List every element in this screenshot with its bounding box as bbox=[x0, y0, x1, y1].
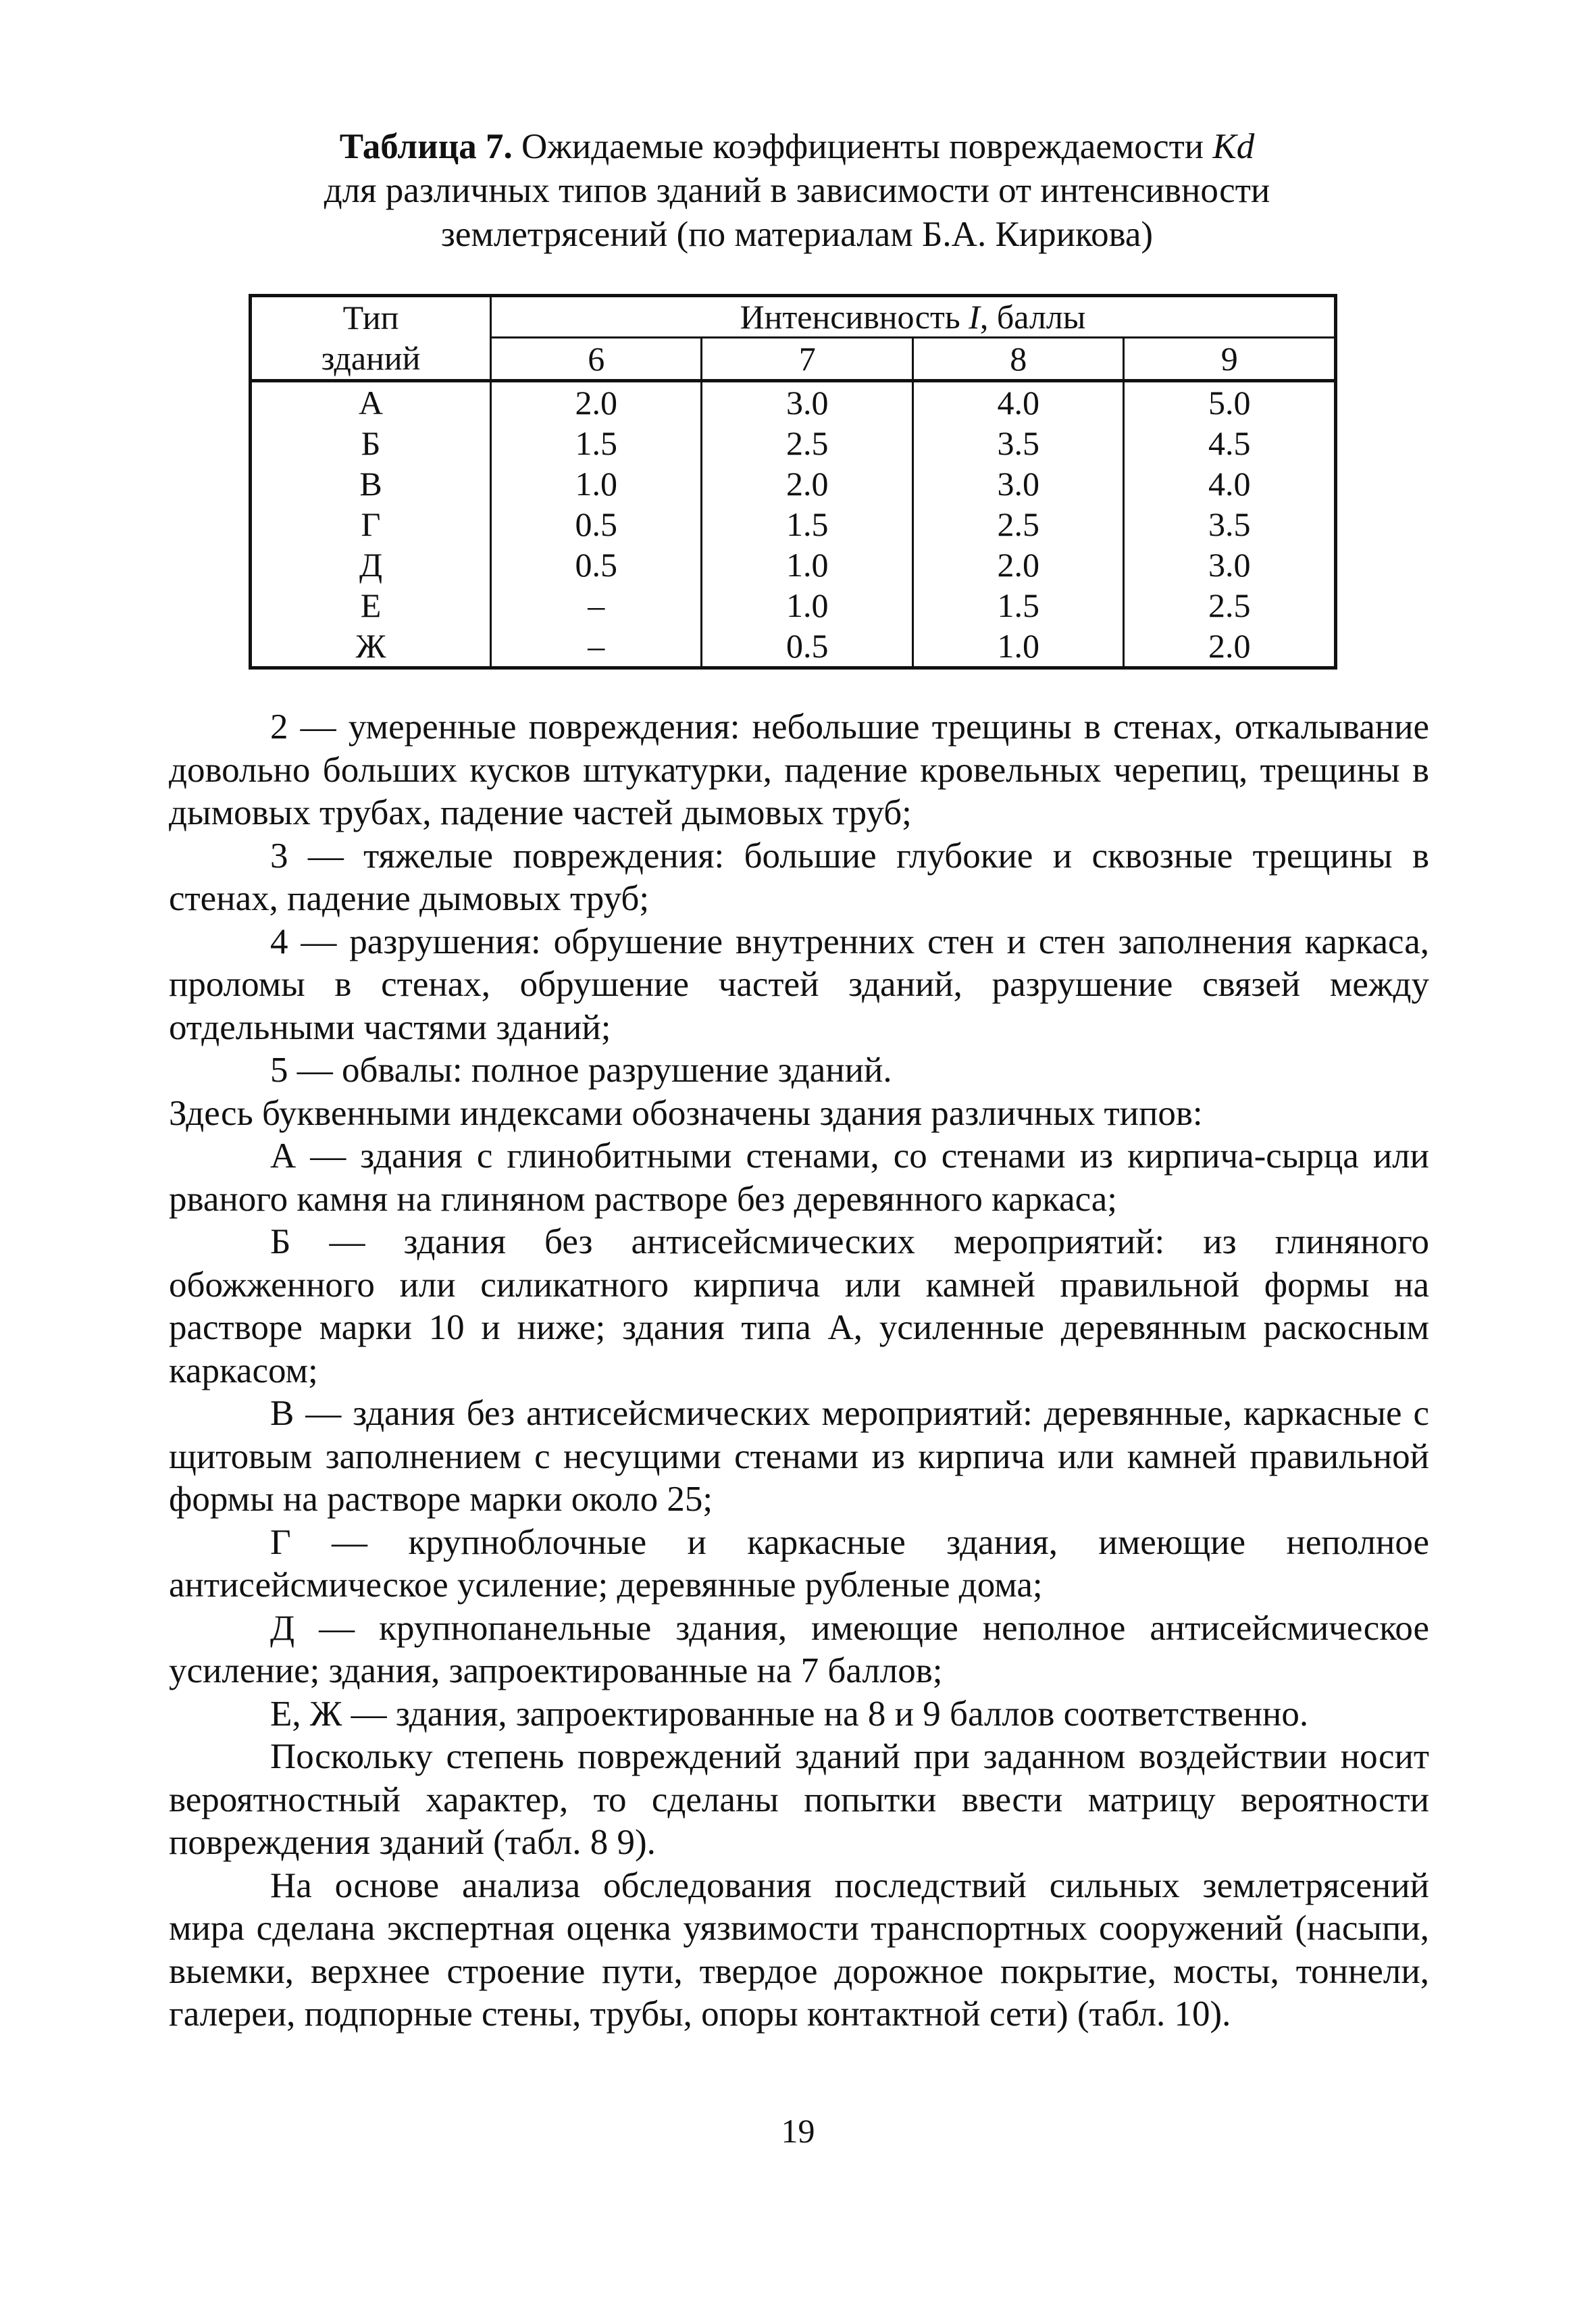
intensity-symbol: I bbox=[969, 298, 980, 336]
table-row bbox=[251, 585, 1336, 626]
building-type-cell: А bbox=[251, 381, 491, 424]
paragraph: 2 — умеренные повреждения: небольшие трещины в стенах, откалывание довольно больших кусков штукатурки, падение кровельных черепиц, трещины в дымовых трубах, падение частей дымовых труб; bbox=[169, 707, 1429, 832]
type-header-line-2: зданий bbox=[251, 338, 491, 381]
coefficient-cell: 3.5 bbox=[912, 423, 1124, 463]
coefficient-cell: 5.0 bbox=[1124, 381, 1336, 424]
table-row bbox=[251, 463, 1336, 504]
column-header: 6 bbox=[490, 338, 702, 381]
coefficient-cell: 1.0 bbox=[490, 463, 702, 504]
intensity-prefix: Интенсивность bbox=[740, 298, 960, 336]
page-number: 19 bbox=[781, 2112, 815, 2150]
coefficient-cell: 2.0 bbox=[912, 545, 1124, 585]
coefficient-cell: 2.5 bbox=[912, 504, 1124, 545]
caption-label: Таблица 7. bbox=[339, 127, 513, 166]
building-type-cell: В bbox=[251, 463, 491, 504]
coefficient-cell: 1.0 bbox=[702, 585, 913, 626]
building-type-cell: Ж bbox=[251, 626, 491, 668]
caption-line-3: землетрясений (по материалам Б.А. Кирикова) bbox=[440, 215, 1154, 254]
caption-symbol: Kd bbox=[1212, 127, 1255, 166]
caption-line-2: для различных типов зданий в зависимости от интенсивности bbox=[324, 171, 1270, 210]
coefficient-cell: 0.5 bbox=[490, 504, 702, 545]
coefficient-cell: 3.0 bbox=[702, 381, 913, 424]
paragraph: Г — крупноблочные и каркасные здания, имеющие неполное антисейсмическое усиление; деревянные рубленые дома; bbox=[169, 1522, 1429, 1605]
paragraph: 4 — разрушения: обрушение внутренних стен и стен заполнения каркаса, проломы в стенах, обрушение частей зданий, разрушение связей между отдельными частями зданий; bbox=[169, 922, 1429, 1047]
coefficient-cell: 0.5 bbox=[702, 626, 913, 668]
body-text bbox=[169, 706, 1429, 2036]
table-row bbox=[251, 423, 1336, 463]
coefficient-cell: 4.5 bbox=[1124, 423, 1336, 463]
coefficient-cell: 3.0 bbox=[912, 463, 1124, 504]
column-header: 7 bbox=[702, 338, 913, 381]
table-row bbox=[251, 504, 1336, 545]
intensity-header bbox=[490, 296, 1335, 338]
coefficient-cell: 4.0 bbox=[912, 381, 1124, 424]
building-type-cell: Б bbox=[251, 423, 491, 463]
table-row bbox=[251, 626, 1336, 668]
coefficient-cell: 4.0 bbox=[1124, 463, 1336, 504]
coefficient-cell: 1.5 bbox=[490, 423, 702, 463]
building-type-cell: Д bbox=[251, 545, 491, 585]
coefficient-cell: 3.0 bbox=[1124, 545, 1336, 585]
coefficient-cell: 2.0 bbox=[702, 463, 913, 504]
caption-line-1 bbox=[243, 125, 1351, 169]
coefficient-cell: 1.5 bbox=[912, 585, 1124, 626]
table-caption bbox=[243, 125, 1351, 257]
table-row bbox=[251, 381, 1336, 424]
paragraph: В — здания без антисейсмических мероприятий: деревянные, каркасные с щитовым заполнением с несущими стенами из кирпича или камней правильной формы на растворе марки около 25; bbox=[169, 1394, 1429, 1519]
coefficient-cell: 1.0 bbox=[912, 626, 1124, 668]
paragraph: Е, Ж — здания, запроектированные на 8 и 9 баллов соответственно. bbox=[270, 1694, 1309, 1734]
column-header: 8 bbox=[912, 338, 1124, 381]
paragraph: Д — крупнопанельные здания, имеющие неполное антисейсмическое усиление; здания, запроектированные на 7 баллов; bbox=[169, 1608, 1429, 1690]
building-type-cell: Е bbox=[251, 585, 491, 626]
table-row bbox=[251, 545, 1336, 585]
paragraph: Поскольку степень повреждений зданий при заданном воздействии носит вероятностный характер, то сделаны попытки ввести матрицу вероятности повреждения зданий (табл. 8 9). bbox=[169, 1737, 1429, 1862]
paragraph: На основе анализа обследования последствий сильных землетрясений мира сделана экспертная оценка уязвимости транспортных сооружений (насыпи, выемки, верхнее строение пути, твердое дорожное покрытие, мосты, тоннели, галереи, подпорные стены, трубы, опоры контактной сети) (табл. 10). bbox=[169, 1865, 1429, 2034]
paragraph: Б — здания без антисейсмических мероприятий: из глиняного обожженного или силикатного кирпича или камней правильной формы на растворе марки 10 и ниже; здания типа А, усиленные деревянным раскосным каркасом; bbox=[169, 1222, 1429, 1390]
coefficient-cell: – bbox=[490, 626, 702, 668]
coefficient-cell: 0.5 bbox=[490, 545, 702, 585]
damage-coefficient-table bbox=[249, 294, 1337, 670]
paragraph: Здесь буквенными индексами обозначены здания различных типов: bbox=[169, 1093, 1203, 1133]
paragraph: 3 — тяжелые повреждения: большие глубокие и сквозные трещины в стенах, падение дымовых труб; bbox=[169, 836, 1429, 918]
coefficient-cell: – bbox=[490, 585, 702, 626]
intensity-suffix: , баллы bbox=[979, 298, 1086, 336]
table-body bbox=[251, 381, 1336, 668]
coefficient-cell: 2.5 bbox=[1124, 585, 1336, 626]
coefficient-cell: 3.5 bbox=[1124, 504, 1336, 545]
coefficient-cell: 1.0 bbox=[702, 545, 913, 585]
column-header: 9 bbox=[1124, 338, 1336, 381]
building-type-cell: Г bbox=[251, 504, 491, 545]
coefficient-cell: 2.0 bbox=[490, 381, 702, 424]
coefficient-cell: 2.5 bbox=[702, 423, 913, 463]
type-header-line-1: Тип bbox=[251, 296, 491, 338]
coefficient-cell: 2.0 bbox=[1124, 626, 1336, 668]
paragraph: А — здания с глинобитными стенами, со стенами из кирпича-сырца или рваного камня на глиняном растворе без деревянного каркаса; bbox=[169, 1136, 1429, 1219]
caption-text: Ожидаемые коэффициенты повреждаемости bbox=[521, 127, 1204, 166]
paragraph: 5 — обвалы: полное разрушение зданий. bbox=[270, 1051, 892, 1090]
coefficient-cell: 1.5 bbox=[702, 504, 913, 545]
